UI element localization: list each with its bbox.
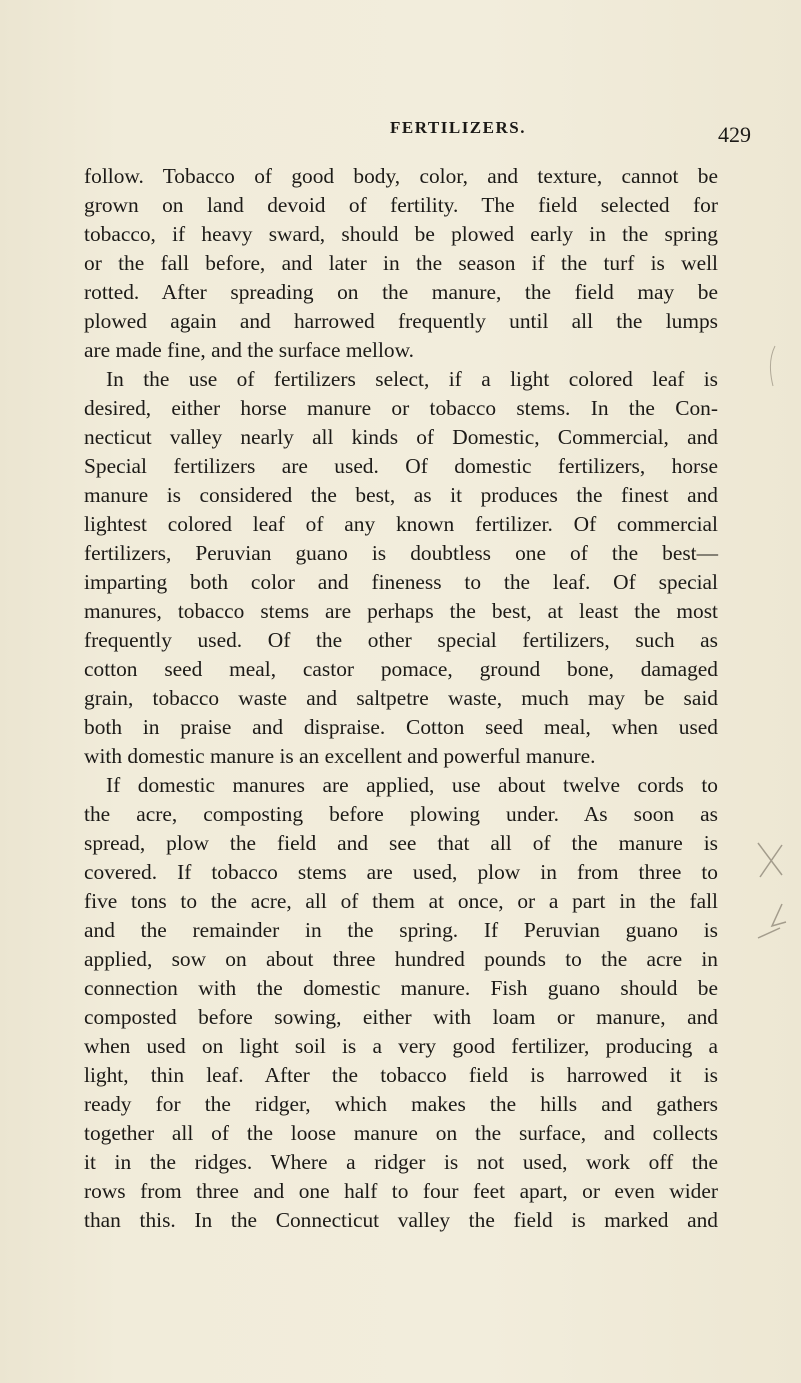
margin-mark-icon	[752, 835, 792, 885]
text-line: connection with the domestic manure. Fish guano should be	[84, 976, 718, 1000]
text-line: In the use of fertilizers select, if a light colored leaf is	[106, 367, 718, 391]
page-header	[0, 116, 801, 146]
text-line: than this. In the Connecticut valley the field is marked and	[84, 1208, 718, 1232]
text-line: applied, sow on about three hundred pounds to the acre in	[84, 947, 718, 971]
text-line: ready for the ridger, which makes the hills and gathers	[84, 1092, 718, 1116]
page-number: 429	[718, 122, 751, 147]
margin-mark-icon	[752, 898, 792, 948]
text-line: cotton seed meal, castor pomace, ground bone, damaged	[84, 657, 718, 681]
text-line: are made fine, and the surface mellow.	[84, 338, 415, 362]
text-line: frequently used. Of the other special fertilizers, such as	[84, 628, 718, 652]
text-line: grown on land devoid of fertility. The field selected for	[84, 193, 718, 217]
text-line: necticut valley nearly all kinds of Domestic, Commercial, and	[84, 425, 718, 449]
text-line: spread, plow the field and see that all of the manure is	[84, 831, 718, 855]
text-line: rows from three and one half to four feet apart, or even wider	[84, 1179, 718, 1203]
running-head: FERTILIZERS.	[390, 118, 526, 137]
text-line: imparting both color and fineness to the leaf. Of special	[84, 570, 718, 594]
text-line: with domestic manure is an excellent and powerful manure.	[84, 744, 596, 768]
text-line: plowed again and harrowed frequently until all the lumps	[84, 309, 718, 333]
text-line: follow. Tobacco of good body, color, and texture, cannot be	[84, 164, 718, 188]
text-line: rotted. After spreading on the manure, the field may be	[84, 280, 718, 304]
text-line: when used on light soil is a very good fertilizer, producing a	[84, 1034, 718, 1058]
text-line: tobacco, if heavy sward, should be plowed early in the spring	[84, 222, 718, 246]
text-line: composted before sowing, either with loam or manure, and	[84, 1005, 718, 1029]
text-line: five tons to the acre, all of them at once, or a part in the fall	[84, 889, 718, 913]
text-line: desired, either horse manure or tobacco stems. In the Con-	[84, 396, 718, 420]
text-line: the acre, composting before plowing under. As soon as	[84, 802, 718, 826]
text-line: Special fertilizers are used. Of domestic fertilizers, horse	[84, 454, 718, 478]
text-line: If domestic manures are applied, use about twelve cords to	[106, 773, 718, 797]
text-line: it in the ridges. Where a ridger is not used, work off the	[84, 1150, 718, 1174]
text-line: manure is considered the best, as it produces the finest and	[84, 483, 718, 507]
text-line: and the remainder in the spring. If Peruvian guano is	[84, 918, 718, 942]
text-line: covered. If tobacco stems are used, plow in from three to	[84, 860, 718, 884]
text-line: manures, tobacco stems are perhaps the best, at least the most	[84, 599, 718, 623]
margin-mark-icon	[755, 342, 785, 392]
text-line: light, thin leaf. After the tobacco field is harrowed it is	[84, 1063, 718, 1087]
text-line: fertilizers, Peruvian guano is doubtless one of the best—	[84, 541, 718, 565]
text-line: both in praise and dispraise. Cotton seed meal, when used	[84, 715, 718, 739]
text-line: together all of the loose manure on the surface, and collects	[84, 1121, 718, 1145]
body-text	[84, 162, 718, 1235]
text-line: or the fall before, and later in the season if the turf is well	[84, 251, 718, 275]
text-line: lightest colored leaf of any known fertilizer. Of commercial	[84, 512, 718, 536]
text-line: grain, tobacco waste and saltpetre waste, much may be said	[84, 686, 718, 710]
